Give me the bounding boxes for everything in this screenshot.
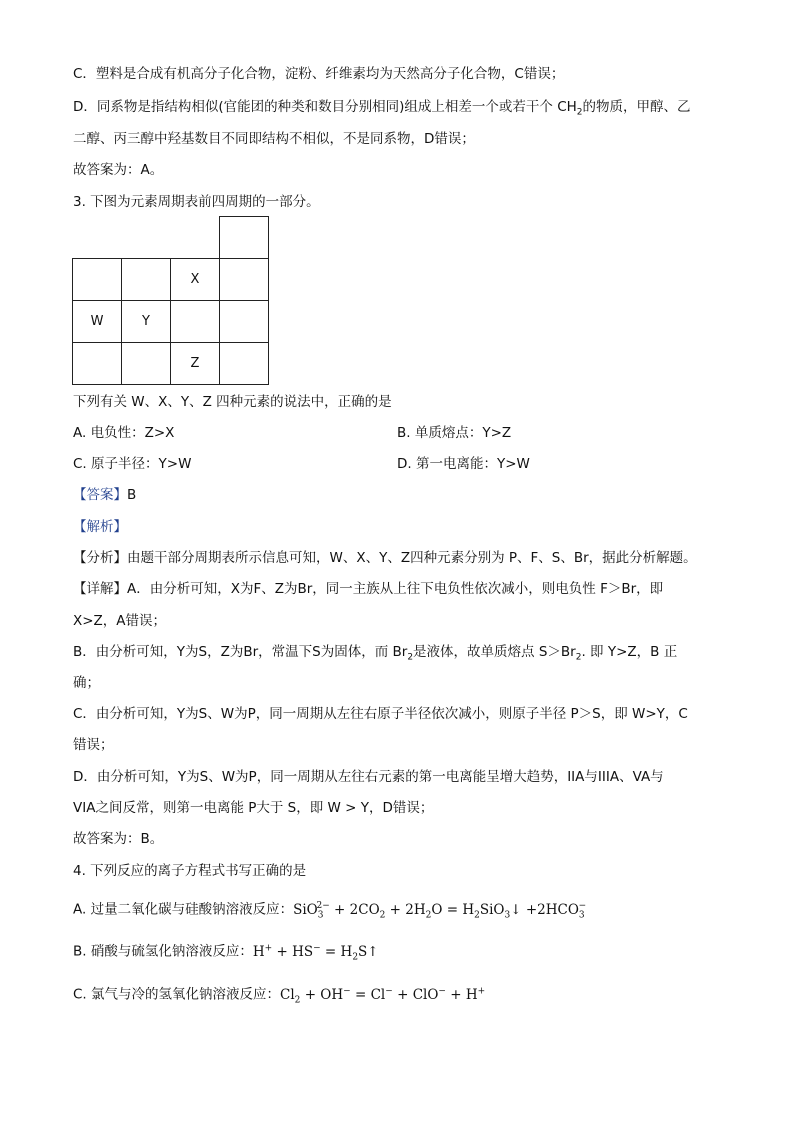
table-cell [220,301,269,343]
subscript: 2 [576,107,583,118]
eq-sub: 2 [474,910,480,921]
table-cell [220,217,269,259]
answer-a-line: 故答案为：A。 [73,162,164,178]
eq-part: + OH [300,986,344,1003]
eq-part: Cl [280,986,295,1003]
eq-sup: − [313,943,321,953]
answer-tag: 【答案】 [73,487,127,503]
detail-tag: 【详解】 [73,581,127,597]
option-c: C. 原子半径：Y>W [73,456,192,472]
table-cell-w: W [73,301,122,343]
eq-sup: − [343,986,351,996]
eq-sup: + [477,986,486,996]
table-cell [122,217,171,259]
eq-part: SiO [293,901,318,918]
table-cell [171,301,220,343]
table-row [73,217,269,259]
table-row [73,259,269,301]
text-span: . 即 Y>Z，B 正 [581,644,678,660]
option-label: C. 氯气与冷的氢氧化钠溶液反应： [73,986,281,1003]
text-span: 是液体，故单质熔点 S＞Br [413,644,576,660]
eq-part: SiO [479,901,505,918]
periodic-table-fragment [72,216,269,385]
eq-sub: 3 [578,910,585,921]
table-cell [220,259,269,301]
eq-part: + ClO [392,986,439,1003]
detail-d-line1: D．由分析可知，Y为S、W为P，同一周期从左往右元素的第一电离能呈增大趋势，IIA与IIIA、VA与 [73,769,664,785]
option-a: A. 电负性：Z>X [73,425,175,441]
fenxi-tag: 【分析】 [73,550,127,566]
eq-sup: 2− [316,901,330,911]
answer-line [73,485,136,505]
table-cell [122,343,171,385]
subscript: 2 [575,652,582,663]
fenxi-line [73,548,697,568]
table-cell-y: Y [122,301,171,343]
option-d: D. 第一电离能：Y>W [397,456,530,472]
d-option-explanation-line2: 二醇、丙三醇中羟基数目不同即结构不相似，不是同系物，D错误； [73,131,475,147]
detail-c-line2: 错误； [73,737,114,753]
equation-b [252,943,379,963]
table-cell-z: Z [171,343,220,385]
detail-c-line1: C．由分析可知，Y为S、W为P，同一周期从左往右原子半径依次减小，则原子半径 P＞S，即 W>Y，C [73,706,688,722]
eq-part: = Cl [350,986,386,1003]
option-b: B. 单质熔点：Y>Z [397,425,512,441]
detail-b-line1 [73,642,677,668]
table-cell [122,259,171,301]
q4-option-b [73,938,379,967]
text-span: 的物质，甲醇、乙 [582,99,691,115]
detail-d-line2: VIA之间反常，则第一电离能 P大于 S，即 W > Y，D错误； [73,800,434,816]
option-label: A. 过量二氧化碳与硅酸钠溶液反应： [73,901,294,918]
text-span: D．同系物是指结构相似(官能团的种类和数目分别相同)组成上相差一个或若干个 CH [73,99,577,115]
eq-part: = H [320,943,353,960]
eq-sub: 2 [425,910,432,921]
eq-sup: − [578,901,587,911]
equation-a [293,901,587,921]
table-cell [220,343,269,385]
eq-sub: 3 [504,910,511,921]
c-option-explanation: C．塑料是合成有机高分子化合物，淀粉、纤维素均为天然高分子化合物，C错误； [73,66,565,82]
analysis-tag: 【解析】 [73,519,127,535]
text-span: A．由分析可知，X为F、Z为Br，同一主族从上往下电负性依次减小，则电负性 F＞Br，即 [127,581,664,597]
detail-a-line1 [73,579,663,599]
table-cell [73,343,122,385]
table-cell [73,259,122,301]
analysis-heading [73,517,127,537]
q4-option-c [73,981,485,1010]
detail-b-line2: 确； [73,675,100,691]
eq-part: + HS [272,943,314,960]
eq-sub: 2 [379,910,386,921]
question-3-title: 3. 下图为元素周期表前四周期的一部分。 [73,194,320,210]
answer-value: B [127,487,137,503]
eq-sub: 2 [352,952,359,963]
eq-part: S↑ [358,943,379,960]
fenxi-text: 由题干部分周期表所示信息可知，W、X、Y、Z四种元素分别为 P、F、S、Br，据此分析解题。 [127,550,697,566]
q4-option-a [73,896,586,925]
eq-part: ↓ +2HCO [510,901,579,918]
eq-sub: 2 [294,995,301,1006]
eq-part: + 2CO [329,901,380,918]
eq-part: H [252,943,265,960]
question-4-title: 4. 下列反应的离子方程式书写正确的是 [73,863,307,879]
table-row [73,301,269,343]
table-cell [73,217,122,259]
eq-sup: − [385,986,393,996]
subscript: 2 [407,652,414,663]
table-cell-x: X [171,259,220,301]
table-cell [171,217,220,259]
table-row [73,343,269,385]
d-option-explanation-line1 [73,97,691,123]
eq-sub: 3 [317,910,324,921]
question-3-stem: 下列有关 W、X、Y、Z 四种元素的说法中，正确的是 [73,394,392,410]
eq-part: + H [445,986,478,1003]
eq-part: + 2H [385,901,426,918]
answer-b-line: 故答案为：B。 [73,831,164,847]
option-label: B. 硝酸与硫氢化钠溶液反应： [73,943,253,960]
equation-c [280,986,486,1006]
eq-sup: − [438,986,446,996]
eq-sup: + [264,943,273,953]
text-span: B．由分析可知，Y为S，Z为Br，常温下S为固体，而 Br [73,644,408,660]
eq-part: O = H [431,901,475,918]
detail-a-line2: X>Z，A错误； [73,613,167,629]
